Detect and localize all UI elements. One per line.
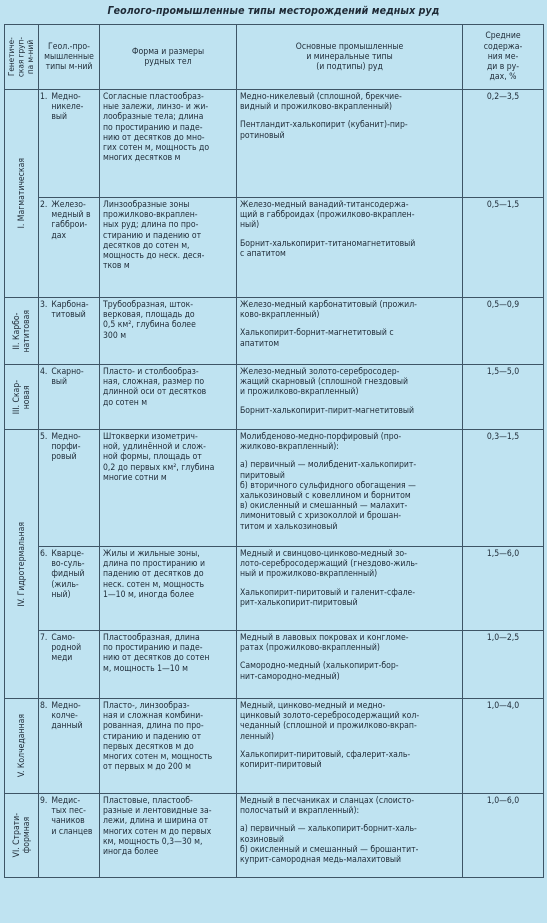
deposit-type: Медно- никеле- вый (51, 92, 84, 123)
deposit-type: Кварце- во-суль- фидный (жиль- ный) (51, 549, 85, 600)
copper-content-cell (463, 794, 544, 878)
ore-types-cell (237, 547, 463, 631)
copper-content-cell (463, 699, 544, 794)
ore-body-form: Пласто-, линзообраз- ная и сложная комбини- рованная, длина по про- стиранию и падению от первых десятков м до многих сотен м, мощность от первых м до 200 м (103, 701, 213, 773)
copper-content-cell (463, 430, 544, 547)
table-title: Геолого-промышленные типы месторождений медных руд (107, 5, 440, 17)
ore-types-cell (237, 90, 463, 198)
ore-types-cell (237, 298, 463, 365)
genetic-group-cell: III. Скар- новая (5, 365, 39, 430)
copper-content: 0,2—3,5 (486, 92, 520, 102)
ore-type-sub: Халькопирит-борнит-магнетитовый с апатитом (240, 328, 394, 349)
ore-body-form: Пластовые, пластооб- разные и лентовидные за- лежи, длина и ширина от многих сотен м до первых км, мощность 0,3—30 м, иногда более (103, 796, 212, 858)
deposit-type: Медно- порфи- ровый (51, 432, 81, 463)
copper-content-cell (463, 365, 544, 430)
ore-body-form: Жилы и жильные зоны, длина по простиранию и падению от десятков до неск. сотен м, мощность 1—10 м, иногда более (103, 549, 205, 600)
ore-types-cell (237, 794, 463, 878)
ore-body-form: Согласные пластообраз- ные залежи, линзо- и жи- лообразные тела; длина по простиранию и паде- нию от десятков до мно- гих сотен м, мощность до многих десятков м (103, 92, 210, 164)
row-number: 2. (40, 200, 48, 210)
deposit-type-cell (39, 198, 100, 298)
copper-content-cell (463, 90, 544, 198)
ore-type-main: Медный и свинцово-цинково-медный зо- лото-серебросодержащий (гнездово-жиль- ный и прожилково-вкрапленный) (240, 549, 418, 580)
header-group: Генетиче- ская груп- па м-ний (5, 25, 39, 90)
ore-types-cell (237, 699, 463, 794)
genetic-group-cell: V. Колчеданная (5, 699, 39, 794)
deposit-type-cell (39, 794, 100, 878)
copper-deposit-types-table (4, 24, 544, 878)
copper-content-cell (463, 298, 544, 365)
ore-type-sub: а) первичный — молибденит-халькопирит- пиритовый б) вторичного сульфидного обогащения — халькозиновый с ковеллином и борнитом в) окисленный и смешанный — малахит- лимонитовый с хризоколлой и брошан- титом и халькозиновый (240, 460, 417, 532)
table-row (5, 90, 544, 198)
ore-body-form-cell (100, 699, 237, 794)
deposit-type: Скарно- вый (51, 367, 84, 388)
table-row (5, 365, 544, 430)
row-number: 1. (40, 92, 48, 102)
ore-types-cell (237, 430, 463, 547)
copper-content: 0,5—1,5 (486, 200, 520, 210)
deposit-type-cell (39, 90, 100, 198)
header-cu: Средние содержа- ния ме- ди в ру- дах, % (463, 25, 544, 90)
row-number: 4. (40, 367, 48, 377)
ore-type-sub: Халькопирит-пиритовый, сфалерит-халь- копирит-пиритовый (240, 749, 411, 771)
genetic-group-cell: VI. Страти- формная (5, 794, 39, 878)
copper-content: 1,0—4,0 (486, 701, 520, 711)
table-row (5, 298, 544, 365)
copper-content: 0,3—1,5 (486, 432, 520, 442)
ore-type-main: Медный в лавовых покровах и конгломе- ратах (прожилково-вкрапленный) (240, 633, 409, 654)
deposit-type-cell (39, 430, 100, 547)
deposit-type-cell (39, 631, 100, 699)
ore-body-form-cell (100, 365, 237, 430)
ore-type-main: Молибденово-медно-порфировый (про- жилково-вкрапленный): (240, 432, 402, 453)
ore-body-form-cell (100, 430, 237, 547)
deposit-type: Железо- медный в габброи- дах (51, 200, 91, 241)
table-row (5, 547, 544, 631)
genetic-group-cell: II. Карбо- натитовая (5, 298, 39, 365)
ore-type-main: Медный в песчаниках и сланцах (слоисто- полосчатый и вкрапленный): (240, 796, 415, 817)
deposit-type-cell (39, 699, 100, 794)
copper-content: 0,5—0,9 (486, 300, 520, 310)
copper-content: 1,5—5,0 (486, 367, 520, 377)
ore-type-main: Железо-медный ванадий-титансодержа- щий в габброидах (прожилково-вкраплен- ный) (240, 200, 415, 231)
ore-body-form: Штокверки изометрич- ной, удлинённой и слож- ной формы, площадь от 0,2 до первых км², глубина многие сотни м (103, 432, 215, 483)
row-number: 6. (40, 549, 48, 559)
ore-type-sub: Борнит-халькопирит-пирит-магнетитовый (240, 405, 415, 416)
row-number: 5. (40, 432, 48, 442)
row-number: 8. (40, 701, 48, 711)
ore-body-form-cell (100, 90, 237, 198)
row-number: 9. (40, 796, 48, 806)
deposit-type-cell (39, 365, 100, 430)
ore-type-main: Медный, цинково-медный и медно- цинковый золото-серебросодержащий кол- чеданный (сплошной и прожилково-вкрап- ленный) (240, 701, 420, 742)
ore-types-cell (237, 365, 463, 430)
table-row (5, 198, 544, 298)
ore-body-form: Пласто- и столбообраз- ная, сложная, размер по длинной оси от десятков до сотен м (103, 367, 207, 408)
deposit-type-cell (39, 547, 100, 631)
table-row (5, 631, 544, 699)
ore-types-cell (237, 198, 463, 298)
table-row (5, 794, 544, 878)
ore-body-form: Пластообразная, длина по простиранию и паде- нию от десятков до сотен м, мощность 1—10 м (103, 633, 210, 674)
copper-content-cell (463, 198, 544, 298)
ore-type-sub: а) первичный — халькопирит-борнит-халь- козиновый б) окисленный и смешанный — брошантит- куприт-самородная медь-малахитовый (240, 824, 419, 866)
genetic-group-cell: I. Магматическая (5, 90, 39, 298)
ore-type-main: Медно-никелевый (сплошной, брекчие- видный и прожилково-вкрапленный) (240, 92, 402, 113)
ore-type-sub: Халькопирит-пиритовый и галенит-сфале- рит-халькопирит-пиритовый (240, 587, 416, 608)
copper-content-cell (463, 547, 544, 631)
table-row (5, 430, 544, 547)
ore-body-form: Линзообразные зоны прожилково-вкраплен- ных руд; длина по про- стиранию и падению от десятков до сотен м, мощность до неск. деся- тков м (103, 200, 205, 272)
genetic-group-cell: IV. Гидротермальная (5, 430, 39, 699)
ore-body-form-cell (100, 198, 237, 298)
copper-content-cell (463, 631, 544, 699)
ore-body-form: Трубообразная, шток- верковая, площадь до 0,5 км², глубина более 300 м (103, 300, 196, 341)
copper-content: 1,5—6,0 (486, 549, 520, 559)
ore-type-main: Железо-медный карбонатитовый (прожил- ково-вкрапленный) (240, 300, 417, 321)
ore-types-cell (237, 631, 463, 699)
ore-type-sub: Пентландит-халькопирит (кубанит)-пир- ротиновый (240, 120, 408, 141)
row-number: 7. (40, 633, 48, 643)
deposit-type: Медно- колче- данный (51, 701, 83, 732)
ore-body-form-cell (100, 298, 237, 365)
row-number: 3. (40, 300, 48, 310)
ore-body-form-cell (100, 547, 237, 631)
ore-body-form-cell (100, 794, 237, 878)
header-type: Геол.-про- мышленные типы м-ний (39, 25, 100, 90)
copper-content: 1,0—2,5 (486, 633, 520, 643)
header-row (5, 25, 544, 90)
deposit-type-cell (39, 298, 100, 365)
table-row (5, 699, 544, 794)
ore-type-sub: Самородно-медный (халькопирит-бор- нит-самородно-медный) (240, 661, 399, 682)
deposit-type: Карбона- титовый (51, 300, 89, 321)
header-form: Форма и размеры рудных тел (100, 25, 237, 90)
ore-type-sub: Борнит-халькопирит-титаномагнетитовый с апатитом (240, 238, 416, 259)
ore-type-main: Железо-медный золото-серебросодер- жащий скарновый (сплошной гнездовый и прожилково-вкрапленный) (240, 367, 409, 398)
ore-body-form-cell (100, 631, 237, 699)
deposit-type: Само- родной меди (51, 633, 82, 664)
header-ore: Основные промышленные и минеральные типы (и подтипы) руд (237, 25, 463, 90)
deposit-type: Медис- тых пес- чаников и сланцев (51, 796, 93, 837)
copper-content: 1,0—6,0 (486, 796, 520, 806)
